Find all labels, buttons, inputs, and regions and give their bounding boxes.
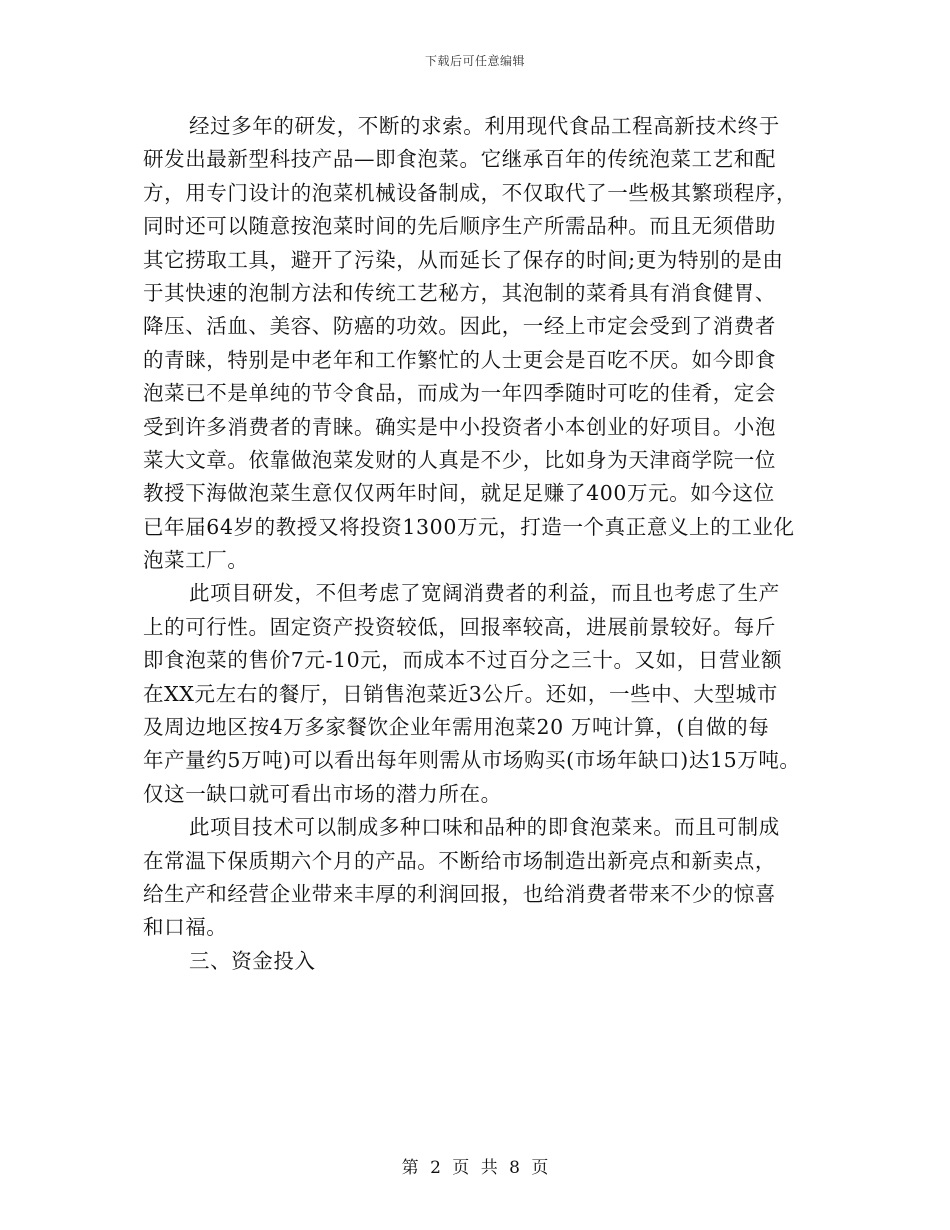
text-line: 研发出最新型科技产品—即食泡菜。它继承百年的传统泡菜工艺和配 <box>143 147 776 172</box>
text-line: 菜大文章。依靠做泡菜发财的人真是不少，比如身为天津商学院一位 <box>143 447 776 472</box>
text-line: 降压、活血、美容、防癌的功效。因此，一经上市定会受到了消费者 <box>143 314 776 339</box>
text-line: 此项目研发，不但考虑了宽阔消费者的利益，而且也考虑了生产 <box>189 581 780 606</box>
text-line: 在XX元左右的餐厅，日销售泡菜近3公斤。还如，一些中、大型城市 <box>143 681 778 706</box>
text-line: 和口福。 <box>143 915 228 940</box>
text-line: 泡菜已不是单纯的节令食品，而成为一年四季随时可吃的佳肴，定会 <box>143 381 776 406</box>
text-line: 仅这一缺口就可看出市场的潜力所在。 <box>143 781 502 806</box>
text-line: 的青睐，特别是中老年和工作繁忙的人士更会是百吃不厌。如今即食 <box>143 347 776 372</box>
page-footer: 第 2 页 共 8 页 <box>401 1158 549 1178</box>
text-line: 同时还可以随意按泡菜时间的先后顺序生产所需品种。而且无须借助 <box>143 214 776 239</box>
text-line: 受到许多消费者的青睐。确实是中小投资者小本创业的好项目。小泡 <box>143 414 776 439</box>
text-line: 给生产和经营企业带来丰厚的利润回报，也给消费者带来不少的惊喜 <box>143 881 776 906</box>
document-body <box>143 110 833 978</box>
text-line: 及周边地区按4万多家餐饮企业年需用泡菜20 万吨计算，(自做的每 <box>143 715 770 740</box>
text-line: 即食泡菜的售价7元-10元，而成本不过百分之三十。又如，日营业额 <box>143 648 783 673</box>
text-line: 经过多年的研发，不断的求索。利用现代食品工程高新技术终于 <box>189 114 780 138</box>
text-line: 教授下海做泡菜生意仅仅两年时间，就足足赚了400万元。如今这位 <box>143 481 775 506</box>
text-line: 三、资金投入 <box>189 948 316 973</box>
text-line: 年产量约5万吨)可以看出每年则需从市场购买(市场年缺口)达15万吨。 <box>143 748 801 773</box>
page-header: 下载后可任意编辑 <box>424 54 525 68</box>
text-line: 其它捞取工具，避开了污染，从而延长了保存的时间;更为特别的是由 <box>143 247 784 272</box>
text-line: 上的可行性。固定资产投资较低，回报率较高，进展前景较好。每斤 <box>143 614 776 639</box>
text-line: 泡菜工厂。 <box>143 548 249 573</box>
text-line: 此项目技术可以制成多种口味和品种的即食泡菜来。而且可制成 <box>189 815 780 840</box>
text-line: 在常温下保质期六个月的产品。不断给市场制造出新亮点和新卖点， <box>143 848 776 873</box>
text-line: 方，用专门设计的泡菜机械设备制成，不仅取代了一些极其繁琐程序， <box>143 180 798 205</box>
text-line: 于其快速的泡制方法和传统工艺秘方，其泡制的菜肴具有消食健胃、 <box>143 280 776 305</box>
text-line: 已年届64岁的教授又将投资1300万元，打造一个真正意义上的工业化 <box>143 514 795 539</box>
